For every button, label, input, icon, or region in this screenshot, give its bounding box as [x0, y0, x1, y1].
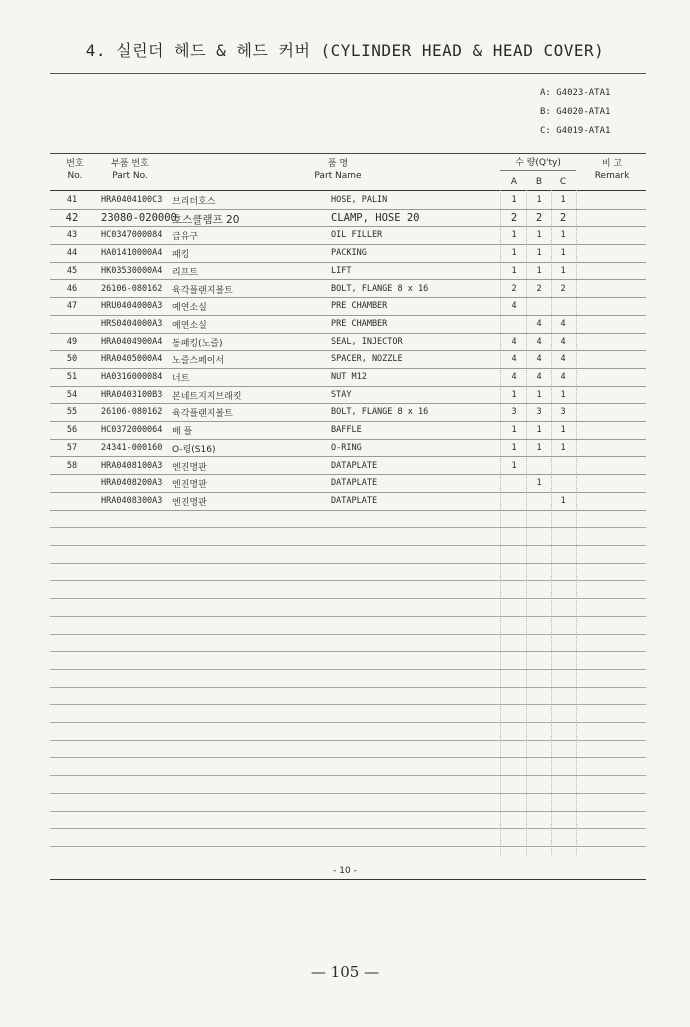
model-code-b: B: G4020-ATA1: [540, 107, 611, 117]
row-qty-b: 4: [536, 354, 542, 365]
header-qty: 수 량(Q'ty): [515, 158, 561, 168]
row-no: 58: [66, 460, 78, 471]
row-qty-c: 1: [560, 230, 566, 241]
row-part-no: HK03530000A4: [101, 265, 163, 276]
row-qty-c: 2: [559, 211, 567, 224]
ruled-line: [50, 757, 646, 758]
row-name-kr: 배 플: [172, 427, 193, 438]
row-name-en: PRE CHAMBER: [331, 318, 388, 329]
row-part-no: 23080-020000: [101, 211, 177, 224]
header-part-name-kr: 품 명: [327, 159, 349, 169]
row-qty-c: 1: [560, 425, 566, 436]
row-name-en: LIFT: [331, 265, 352, 276]
ruled-line: [50, 687, 646, 688]
row-name-kr: 노즐스페이서: [172, 356, 225, 367]
table-row: [50, 368, 646, 387]
ruled-line: [50, 563, 646, 564]
row-name-kr: 동패킹(노즐): [172, 338, 223, 349]
header-col-b: B: [535, 177, 543, 187]
table-row: [50, 457, 646, 476]
row-qty-a: 3: [511, 407, 517, 418]
row-qty-b: 1: [536, 389, 542, 400]
row-part-no: 26106-080162: [101, 407, 163, 418]
table-row: [50, 333, 646, 352]
row-no: 41: [66, 195, 78, 205]
table-row: [50, 386, 646, 405]
row-part-no: HRA0404900A4: [101, 336, 163, 347]
row-qty-c: 1: [560, 248, 566, 259]
table-row: [50, 262, 646, 281]
table-bottom-rule: [50, 879, 646, 880]
model-code-a: A: G4023-ATA1: [540, 88, 611, 98]
title-divider: [50, 73, 646, 74]
row-name-kr: 너트: [172, 374, 190, 384]
row-qty-c: 1: [560, 442, 566, 453]
row-no: 42: [65, 211, 79, 224]
row-qty-a: 1: [511, 442, 517, 453]
header-no-kr: 번호: [66, 159, 84, 169]
ruled-line: [50, 598, 646, 599]
table-row: [50, 315, 646, 334]
table-row: [50, 297, 646, 316]
row-no: 46: [66, 283, 78, 294]
row-qty-a: 2: [511, 283, 517, 294]
row-name-kr: 패킹: [172, 250, 190, 261]
row-name-kr: 엔진명판: [172, 497, 207, 508]
row-qty-a: 1: [511, 389, 517, 400]
row-name-kr: 예연소실: [172, 320, 207, 331]
row-qty-c: 1: [560, 389, 566, 400]
table-row: [50, 474, 646, 493]
row-qty-c: 4: [560, 372, 566, 382]
row-no: 49: [66, 336, 78, 347]
table-row: [50, 403, 646, 422]
row-name-kr: 육각플랜지볼트: [172, 409, 233, 420]
table-row: [50, 244, 646, 263]
row-qty-b: 3: [536, 407, 542, 418]
header-remark: [588, 158, 636, 182]
row-name-kr: O-링(S16): [172, 444, 216, 455]
row-qty-a: 4: [511, 301, 517, 312]
row-qty-b: 1: [536, 195, 542, 205]
row-qty-c: 2: [560, 283, 566, 294]
row-name-kr: 예연소실: [172, 303, 207, 314]
ruled-line: [50, 704, 646, 705]
header-remark-kr: 비 고: [601, 159, 623, 169]
row-part-no: HRA0408200A3: [101, 478, 163, 489]
row-no: 45: [66, 265, 78, 276]
row-name-en: DATAPLATE: [331, 478, 378, 489]
row-name-kr: 급유구: [172, 232, 199, 243]
ruled-line: [50, 828, 646, 829]
row-name-en: SEAL, INJECTOR: [331, 336, 403, 347]
row-qty-b: 1: [536, 265, 542, 276]
table-row: [50, 421, 646, 440]
row-name-kr: 브리더호스: [172, 197, 216, 207]
row-no: 56: [66, 425, 78, 436]
row-qty-c: 1: [560, 195, 566, 205]
row-qty-c: 3: [560, 407, 566, 418]
table-row: [50, 280, 646, 299]
table-header-top-rule: [50, 153, 646, 154]
row-no: 50: [66, 354, 78, 365]
ruled-line: [50, 527, 646, 528]
ruled-line: [50, 775, 646, 776]
row-qty-a: 1: [511, 230, 517, 241]
model-code-list: [540, 84, 640, 141]
header-part-name-en: Part Name: [314, 171, 362, 181]
row-qty-b: 4: [536, 372, 542, 382]
row-name-en: BAFFLE: [331, 425, 362, 436]
table-row: [50, 492, 646, 511]
ruled-line: [50, 669, 646, 670]
row-name-kr: 호스클램프 20: [172, 213, 240, 226]
row-name-kr: 육각플랜지볼트: [172, 285, 233, 296]
ruled-line: [50, 580, 646, 581]
header-no: [62, 158, 88, 182]
row-qty-b: 4: [536, 318, 542, 329]
header-no-en: No.: [67, 171, 83, 181]
row-part-no: HRA0408100A3: [101, 460, 163, 471]
model-code-c: C: G4019-ATA1: [540, 126, 611, 136]
row-qty-b: 1: [536, 230, 542, 241]
row-no: 55: [66, 407, 78, 418]
row-qty-a: 2: [510, 211, 518, 224]
table-row: [50, 350, 646, 369]
row-name-en: HOSE, PALIN: [331, 195, 388, 205]
row-qty-b: 1: [536, 442, 542, 453]
row-part-no: HRA0408300A3: [101, 495, 163, 506]
row-name-en: PRE CHAMBER: [331, 301, 388, 312]
ruled-line: [50, 634, 646, 635]
row-no: 57: [66, 442, 78, 453]
row-name-kr: 엔진명판: [172, 480, 207, 491]
row-part-no: HRA0405000A4: [101, 354, 163, 365]
row-part-no: HC0347000084: [101, 230, 163, 241]
row-qty-b: 1: [536, 425, 542, 436]
row-qty-c: 1: [560, 495, 566, 506]
row-part-no: HA01410000A4: [101, 248, 163, 259]
header-remark-en: Remark: [594, 171, 630, 181]
row-no: 51: [66, 372, 78, 382]
row-name-en: STAY: [331, 389, 352, 400]
row-qty-b: 2: [535, 211, 543, 224]
row-part-no: HRS0404000A3: [101, 318, 163, 329]
ruled-line: [50, 740, 646, 741]
row-part-no: HRU0404000A3: [101, 301, 163, 312]
header-part-name: [300, 158, 376, 182]
row-part-no: 26106-080162: [101, 283, 163, 294]
row-name-en: SPACER, NOZZLE: [331, 354, 403, 365]
row-qty-b: 1: [536, 478, 542, 489]
row-name-en: O-RING: [331, 442, 362, 453]
row-no: 43: [66, 230, 78, 241]
table-row: [50, 439, 646, 458]
ruled-line: [50, 545, 646, 546]
row-name-kr: 본네트지지브래킷: [172, 391, 242, 402]
row-part-no: HA0316000084: [101, 372, 163, 382]
row-name-en: DATAPLATE: [331, 495, 378, 506]
page-title: 4. 실린더 헤드 & 헤드 커버 (CYLINDER HEAD & HEAD COVER): [85, 41, 605, 60]
row-name-en: NUT M12: [331, 372, 367, 382]
table-row: [50, 226, 646, 245]
row-name-en: OIL FILLER: [331, 230, 383, 241]
row-part-no: HRA0403100B3: [101, 389, 163, 400]
table-row: [50, 209, 646, 228]
row-no: 44: [66, 248, 78, 259]
ruled-line: [50, 722, 646, 723]
row-qty-a: 1: [511, 425, 517, 436]
row-qty-b: 2: [536, 283, 542, 294]
table-row: [50, 191, 646, 210]
row-qty-c: 4: [560, 318, 566, 329]
row-part-no: HRA0404100C3: [101, 195, 163, 205]
row-name-en: PACKING: [331, 248, 367, 259]
inner-page-number: - 10 -: [333, 866, 357, 876]
row-name-kr: 엔진명판: [172, 462, 207, 473]
ruled-line: [50, 793, 646, 794]
row-name-en: BOLT, FLANGE 8 x 16: [331, 407, 429, 418]
row-qty-a: 1: [511, 248, 517, 259]
row-qty-a: 4: [511, 336, 517, 347]
row-qty-a: 4: [511, 354, 517, 365]
header-part-no: [100, 158, 160, 182]
header-part-no-kr: 부품 번호: [111, 159, 149, 169]
ruled-line: [50, 811, 646, 812]
row-no: 54: [66, 389, 78, 400]
row-qty-a: 4: [511, 372, 517, 382]
row-qty-b: 4: [536, 336, 542, 347]
header-col-c: C: [559, 177, 567, 187]
header-col-a: A: [510, 177, 518, 187]
row-no: 47: [66, 301, 78, 312]
row-name-en: BOLT, FLANGE 8 x 16: [331, 283, 429, 294]
row-part-no: 24341-000160: [101, 442, 163, 453]
header-part-no-en: Part No.: [112, 171, 148, 181]
row-part-no: HC0372000064: [101, 425, 163, 436]
row-qty-a: 1: [511, 265, 517, 276]
row-name-en: DATAPLATE: [331, 460, 378, 471]
ruled-line: [50, 651, 646, 652]
row-name-en: CLAMP, HOSE 20: [331, 211, 420, 224]
row-qty-c: 4: [560, 354, 566, 365]
row-qty-b: 1: [536, 248, 542, 259]
row-qty-a: 1: [511, 460, 517, 471]
row-qty-c: 1: [560, 265, 566, 276]
outer-page-number: — 105 —: [310, 963, 380, 981]
qty-header-divider: [500, 170, 576, 171]
row-qty-c: 4: [560, 336, 566, 347]
row-name-kr: 리프트: [172, 267, 199, 278]
ruled-line: [50, 616, 646, 617]
ruled-line: [50, 846, 646, 847]
row-qty-a: 1: [511, 195, 517, 205]
